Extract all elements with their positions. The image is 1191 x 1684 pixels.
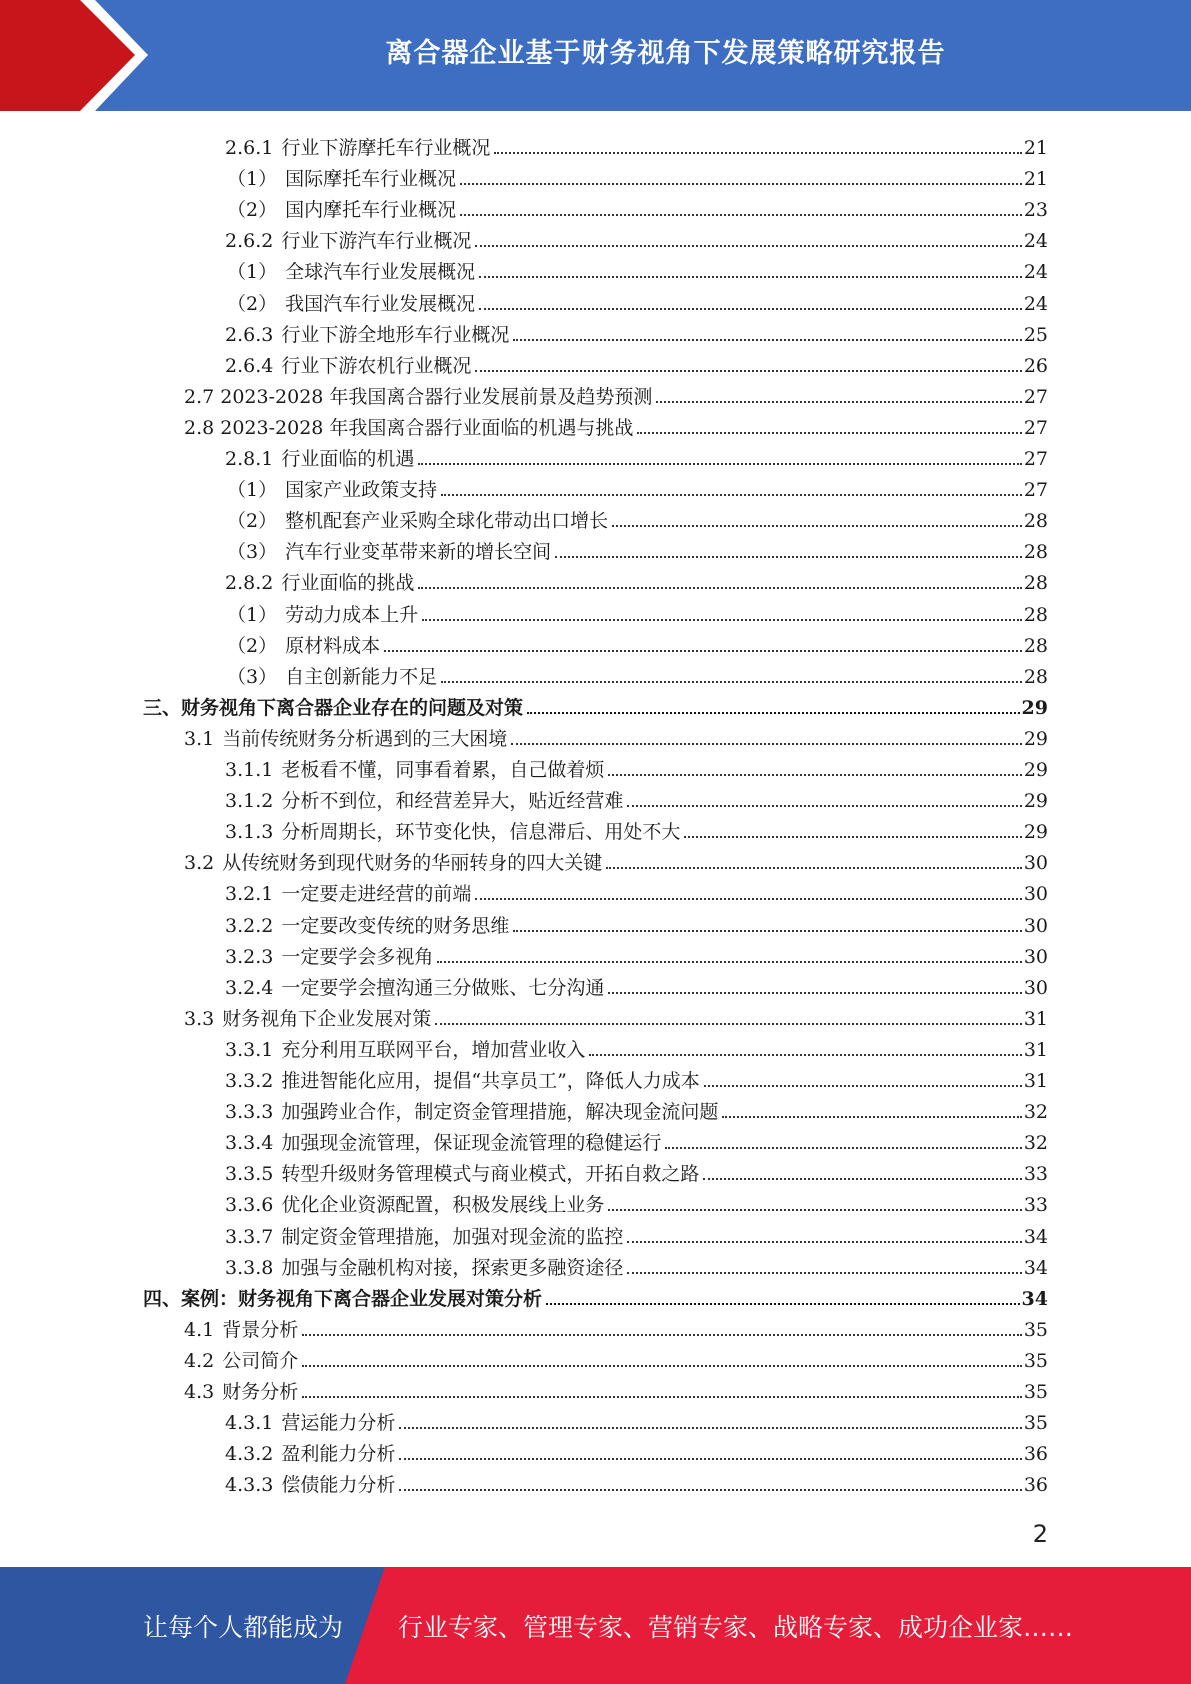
toc-entry-title: 一定要改变传统的财务思维 bbox=[281, 914, 510, 937]
toc-entry-page: 27 bbox=[1023, 385, 1048, 408]
toc-entry-number: 4.1 bbox=[184, 1318, 215, 1341]
footer-slogan-right: 行业专家、管理专家、营销专家、战略专家、成功企业家…… bbox=[398, 1612, 1074, 1642]
toc-dot-leader bbox=[555, 556, 1022, 558]
toc-entry-label bbox=[184, 417, 633, 439]
toc-entry-page: 24 bbox=[1023, 230, 1048, 253]
toc-entry-page: 35 bbox=[1023, 1381, 1048, 1403]
toc-entry[interactable] bbox=[225, 1248, 1048, 1279]
toc-dot-leader bbox=[722, 1116, 1021, 1118]
toc-entry-label bbox=[227, 541, 551, 563]
toc-entry-title: 三、财务视角下离合器企业存在的问题及对策 bbox=[143, 696, 524, 719]
toc-dot-leader bbox=[475, 898, 1021, 900]
toc-entry-page: 30 bbox=[1023, 976, 1048, 999]
toc-entry-number: （2） bbox=[227, 292, 278, 315]
toc-entry-title: 财务分析 bbox=[222, 1381, 299, 1403]
toc-entry-page: 31 bbox=[1023, 1038, 1048, 1061]
toc-entry-title: 行业下游农机行业概况 bbox=[281, 354, 472, 377]
toc-entry-number: 3.1.1 bbox=[225, 759, 274, 781]
toc-entry-label bbox=[225, 883, 471, 905]
toc-dot-leader bbox=[703, 1178, 1021, 1180]
toc-entry-label bbox=[225, 1194, 604, 1216]
toc-entry[interactable] bbox=[225, 906, 1048, 937]
toc-dot-leader bbox=[302, 1334, 1022, 1336]
toc-dot-leader bbox=[479, 276, 1022, 278]
toc-entry-number: （1） bbox=[227, 479, 278, 502]
toc-entry-label bbox=[227, 168, 456, 190]
toc-entry-title: 加强与金融机构对接，探索更多融资途径 bbox=[281, 1256, 624, 1279]
toc-entry[interactable] bbox=[227, 470, 1048, 501]
toc-entry-label bbox=[143, 697, 523, 719]
toc-entry[interactable] bbox=[184, 843, 1048, 874]
toc-entry-number: （2） bbox=[227, 510, 278, 533]
toc-entry[interactable] bbox=[227, 626, 1048, 657]
toc-entry-page: 29 bbox=[1023, 790, 1048, 813]
toc-entry-title: 财务视角下企业发展对策 bbox=[222, 1007, 432, 1030]
toc-entry-title: 汽车行业变革带来新的增长空间 bbox=[285, 541, 552, 564]
toc-entry-label bbox=[227, 635, 380, 657]
toc-entry-number: 2.6.1 bbox=[225, 137, 274, 159]
toc-dot-leader bbox=[422, 619, 1022, 621]
toc-dot-leader bbox=[637, 432, 1021, 434]
toc-entry-label bbox=[225, 1070, 700, 1092]
toc-entry[interactable] bbox=[225, 315, 1048, 346]
toc-dot-leader bbox=[435, 1023, 1022, 1025]
toc-entry-page: 33 bbox=[1023, 1163, 1048, 1186]
toc-entry[interactable] bbox=[225, 1154, 1048, 1185]
toc-entry-number: 2.6.4 bbox=[225, 354, 274, 377]
toc-entry-title: 我国汽车行业发展概况 bbox=[285, 292, 476, 315]
toc-entry-number: 3.1.2 bbox=[225, 790, 274, 813]
toc-entry-number: 3.1.3 bbox=[225, 821, 274, 844]
toc-entry-label bbox=[143, 1288, 542, 1310]
toc-entry-number: 3.3.2 bbox=[225, 1070, 274, 1092]
toc-entry[interactable] bbox=[143, 1279, 1048, 1310]
toc-entry-title: 劳动力成本上升 bbox=[285, 603, 419, 626]
toc-entry-number: 3.3.6 bbox=[225, 1194, 274, 1217]
toc-entry[interactable] bbox=[184, 719, 1048, 750]
toc-entry[interactable] bbox=[225, 439, 1048, 470]
toc-entry-title: 制定资金管理措施，加强对现金流的监控 bbox=[281, 1225, 624, 1248]
toc-entry[interactable] bbox=[184, 377, 1048, 408]
toc-entry-page: 29 bbox=[1023, 727, 1048, 750]
toc-dot-leader bbox=[475, 245, 1021, 247]
toc-dot-leader bbox=[589, 1054, 1021, 1056]
toc-entry-title: 优化企业资源配置，积极发展线上业务 bbox=[281, 1194, 605, 1217]
toc-entry-page: 25 bbox=[1023, 323, 1048, 346]
toc-entry-number: （3） bbox=[227, 541, 278, 564]
toc-entry-title: 分析周期长，环节变化快，信息滞后、用处不大 bbox=[281, 821, 681, 844]
toc-dot-leader bbox=[441, 494, 1022, 496]
toc-entry-label bbox=[225, 759, 604, 781]
toc-entry[interactable] bbox=[225, 750, 1048, 781]
toc-entry-label bbox=[225, 790, 623, 812]
toc-entry-number: 3.3.8 bbox=[225, 1256, 274, 1279]
toc-entry-page: 32 bbox=[1023, 1101, 1048, 1124]
toc-entry-number: 3.3.5 bbox=[225, 1163, 274, 1186]
toc-entry-title: 全球汽车行业发展概况 bbox=[285, 261, 476, 284]
toc-dot-leader bbox=[302, 1396, 1022, 1398]
toc-entry-page: 34 bbox=[1021, 1287, 1048, 1310]
toc-entry-page: 28 bbox=[1023, 603, 1048, 626]
toc-entry-number: 3.3 bbox=[184, 1007, 215, 1030]
toc-dot-leader bbox=[704, 1085, 1022, 1087]
toc-entry-page: 30 bbox=[1023, 914, 1048, 937]
toc-entry-page: 24 bbox=[1023, 261, 1048, 284]
toc-entry[interactable] bbox=[227, 190, 1048, 221]
toc-entry[interactable] bbox=[184, 1372, 1048, 1403]
toc-entry[interactable] bbox=[225, 221, 1048, 252]
toc-entry-title: 国际摩托车行业概况 bbox=[285, 168, 457, 191]
toc-entry-label bbox=[227, 604, 418, 626]
toc-entry[interactable] bbox=[227, 159, 1048, 190]
toc-entry-number: 3.3.1 bbox=[225, 1038, 274, 1061]
toc-dot-leader bbox=[494, 152, 1021, 154]
toc-entry-label bbox=[184, 386, 652, 408]
toc-entry[interactable] bbox=[225, 874, 1048, 905]
toc-entry-label bbox=[184, 1008, 431, 1030]
toc-entry-page: 27 bbox=[1023, 448, 1048, 470]
toc-entry-page: 29 bbox=[1023, 821, 1048, 844]
toc-entry-number: （1） bbox=[227, 261, 278, 284]
toc-dot-leader bbox=[608, 1209, 1021, 1211]
toc-entry-page: 28 bbox=[1023, 572, 1048, 595]
toc-entry[interactable] bbox=[143, 688, 1048, 719]
toc-dot-leader bbox=[513, 339, 1021, 341]
toc-dot-leader bbox=[656, 401, 1021, 403]
toc-entry[interactable] bbox=[184, 1310, 1048, 1341]
toc-entry[interactable] bbox=[225, 346, 1048, 377]
toc-dot-leader bbox=[627, 1241, 1021, 1243]
toc-entry-label bbox=[225, 324, 509, 346]
toc-entry-label bbox=[227, 261, 475, 283]
toc-entry-title: 加强现金流管理，保证现金流管理的稳健运行 bbox=[281, 1132, 662, 1155]
toc-entry-title: 整机配套产业采购全球化带动出口增长 bbox=[285, 510, 609, 533]
toc-entry-label bbox=[225, 1101, 718, 1123]
toc-entry-page: 31 bbox=[1023, 1007, 1048, 1030]
toc-entry-label bbox=[227, 510, 608, 532]
toc-entry-title: 行业下游汽车行业概况 bbox=[281, 230, 472, 253]
toc-entry-label bbox=[225, 448, 414, 470]
toc-entry-label bbox=[225, 1474, 395, 1496]
toc-entry-number: 3.3.4 bbox=[225, 1132, 274, 1155]
toc-entry-title: 一定要学会擅沟通三分做账、七分沟通 bbox=[281, 976, 605, 999]
toc-entry-title: 2.7 2023-2028 年我国离合器行业发展前景及趋势预测 bbox=[184, 385, 653, 408]
toc-dot-leader bbox=[475, 370, 1021, 372]
toc-entry-number: （1） bbox=[227, 168, 278, 191]
page-number: 2 bbox=[1032, 1520, 1048, 1548]
toc-entry-label bbox=[184, 1319, 298, 1341]
toc-entry-number: （2） bbox=[227, 199, 278, 222]
toc-entry[interactable] bbox=[227, 284, 1048, 315]
toc-entry[interactable] bbox=[184, 999, 1048, 1030]
toc-entry-title: 营运能力分析 bbox=[281, 1412, 396, 1435]
toc-dot-leader bbox=[399, 1458, 1021, 1460]
toc-dot-leader bbox=[511, 743, 1022, 745]
toc-entry-page: 30 bbox=[1023, 883, 1048, 906]
toc-entry[interactable] bbox=[227, 657, 1048, 688]
toc-dot-leader bbox=[606, 867, 1022, 869]
toc-entry-number: 4.2 bbox=[184, 1349, 215, 1372]
toc-dot-leader bbox=[384, 650, 1022, 652]
toc-entry[interactable] bbox=[225, 1185, 1048, 1216]
toc-dot-leader bbox=[479, 308, 1022, 310]
toc-entry-number: 3.2 bbox=[184, 852, 215, 875]
toc-entry-label bbox=[225, 572, 414, 594]
toc-entry-page: 36 bbox=[1023, 1443, 1048, 1466]
toc-entry-label bbox=[227, 479, 437, 501]
toc-entry-title: 2.8 2023-2028 年我国离合器行业面临的机遇与挑战 bbox=[184, 416, 634, 439]
document-title: 离合器企业基于财务视角下发展策略研究报告 bbox=[385, 37, 946, 69]
toc-entry-title: 四、案例：财务视角下离合器企业发展对策分析 bbox=[143, 1287, 543, 1310]
toc-entry-page: 35 bbox=[1023, 1318, 1048, 1341]
toc-entry-number: （2） bbox=[227, 634, 278, 657]
toc-entry-title: 老板看不懂，同事看着累，自己做着烦 bbox=[281, 759, 605, 781]
toc-entry[interactable] bbox=[225, 128, 1048, 159]
toc-dot-leader bbox=[418, 463, 1021, 465]
toc-entry-title: 行业面临的机遇 bbox=[281, 448, 415, 470]
toc-entry-page: 27 bbox=[1023, 479, 1048, 502]
toc-dot-leader bbox=[418, 587, 1021, 589]
toc-entry[interactable] bbox=[225, 1030, 1048, 1061]
toc-entry[interactable] bbox=[225, 1123, 1048, 1154]
toc-entry-number: 4.3.1 bbox=[225, 1412, 274, 1435]
toc-entry-number: 4.3 bbox=[184, 1381, 215, 1403]
toc-entry-title: 背景分析 bbox=[222, 1318, 299, 1341]
toc-entry-label bbox=[225, 1163, 699, 1185]
toc-entry-number: 3.3.7 bbox=[225, 1225, 274, 1248]
toc-dot-leader bbox=[460, 214, 1022, 216]
toc-entry-page: 23 bbox=[1023, 199, 1048, 222]
toc-entry-page: 34 bbox=[1023, 1256, 1048, 1279]
toc-entry-number: 4.3.3 bbox=[225, 1474, 274, 1497]
toc-entry-title: 充分利用互联网平台，增加营业收入 bbox=[281, 1038, 586, 1061]
toc-entry-label bbox=[225, 1257, 623, 1279]
toc-entry-label bbox=[184, 1381, 298, 1403]
toc-entry-number: 2.8.1 bbox=[225, 448, 274, 470]
toc-entry-page: 27 bbox=[1023, 416, 1048, 439]
toc-entry[interactable] bbox=[227, 532, 1048, 563]
toc-entry[interactable] bbox=[184, 1341, 1048, 1372]
toc-entry-page: 35 bbox=[1023, 1412, 1048, 1435]
toc-dot-leader bbox=[665, 1147, 1021, 1149]
toc-entry[interactable] bbox=[225, 1217, 1048, 1248]
toc-entry-label bbox=[225, 1443, 395, 1465]
toc-entry-page: 32 bbox=[1023, 1132, 1048, 1155]
toc-entry-page: 35 bbox=[1023, 1349, 1048, 1372]
toc-entry-page: 28 bbox=[1023, 510, 1048, 533]
toc-dot-leader bbox=[399, 1427, 1021, 1429]
toc-entry-page: 28 bbox=[1023, 541, 1048, 564]
toc-entry-page: 30 bbox=[1023, 852, 1048, 875]
toc-entry-label bbox=[225, 1412, 395, 1434]
toc-entry-label bbox=[225, 915, 509, 937]
toc-dot-leader bbox=[627, 1272, 1021, 1274]
toc-entry[interactable] bbox=[225, 1465, 1048, 1496]
toc-entry[interactable] bbox=[225, 563, 1048, 594]
toc-entry-title: 行业下游摩托车行业概况 bbox=[281, 137, 491, 159]
toc-entry[interactable] bbox=[227, 501, 1048, 532]
toc-dot-leader bbox=[546, 1303, 1020, 1305]
toc-dot-leader bbox=[608, 992, 1021, 994]
toc-entry-page: 28 bbox=[1023, 634, 1048, 657]
toc-entry-number: 3.2.1 bbox=[225, 883, 274, 906]
toc-entry-title: 原材料成本 bbox=[285, 634, 381, 657]
toc-entry-label bbox=[225, 230, 471, 252]
toc-entry-page: 36 bbox=[1023, 1474, 1048, 1497]
toc-entry-page: 21 bbox=[1023, 168, 1048, 191]
toc-entry-page: 24 bbox=[1023, 292, 1048, 315]
toc-entry-label bbox=[225, 1226, 623, 1248]
toc-entry-number: 2.8.2 bbox=[225, 572, 274, 595]
toc-entry-title: 国家产业政策支持 bbox=[285, 479, 438, 502]
toc-entry-page: 28 bbox=[1023, 665, 1048, 688]
toc-dot-leader bbox=[513, 930, 1021, 932]
toc-entry-title: 盈利能力分析 bbox=[281, 1443, 396, 1466]
toc-entry[interactable] bbox=[225, 937, 1048, 968]
toc-entry[interactable] bbox=[227, 252, 1048, 283]
toc-entry[interactable] bbox=[227, 595, 1048, 626]
toc-entry-page: 33 bbox=[1023, 1194, 1048, 1217]
toc-entry-number: 3.1 bbox=[184, 727, 215, 750]
toc-entry-title: 一定要学会多视角 bbox=[281, 945, 434, 968]
toc-dot-leader bbox=[684, 836, 1021, 838]
toc-entry-number: 3.3.3 bbox=[225, 1101, 274, 1124]
toc-entry-title: 从传统财务到现代财务的华丽转身的四大关键 bbox=[222, 852, 603, 875]
toc-entry-label bbox=[227, 666, 437, 688]
toc-entry-title: 国内摩托车行业概况 bbox=[285, 199, 457, 222]
toc-entry-page: 21 bbox=[1023, 137, 1048, 159]
toc-entry-number: 2.6.2 bbox=[225, 230, 274, 253]
toc-entry-title: 公司简介 bbox=[222, 1349, 299, 1372]
toc-entry-label bbox=[225, 946, 433, 968]
toc-entry-page: 29 bbox=[1021, 696, 1048, 719]
toc-entry-label bbox=[227, 293, 475, 315]
toc-dot-leader bbox=[627, 805, 1021, 807]
toc-entry-title: 自主创新能力不足 bbox=[285, 665, 438, 688]
toc-entry-label bbox=[184, 728, 507, 750]
toc-dot-leader bbox=[460, 183, 1022, 185]
toc-dot-leader bbox=[608, 774, 1021, 776]
toc-dot-leader bbox=[612, 525, 1022, 527]
toc-entry[interactable] bbox=[225, 812, 1048, 843]
toc-entry-title: 行业下游全地形车行业概况 bbox=[281, 323, 510, 346]
toc-entry-label bbox=[184, 1350, 298, 1372]
toc-entry[interactable] bbox=[225, 968, 1048, 999]
toc-entry-label bbox=[225, 1132, 661, 1154]
toc-entry[interactable] bbox=[225, 1403, 1048, 1434]
toc-entry-page: 34 bbox=[1023, 1225, 1048, 1248]
footer-slogan-left: 让每个人都能成为 bbox=[143, 1612, 344, 1642]
toc-entry-label bbox=[225, 1039, 585, 1061]
toc-entry[interactable] bbox=[184, 408, 1048, 439]
toc-dot-leader bbox=[437, 961, 1021, 963]
toc-entry-title: 分析不到位，和经营差异大，贴近经营难 bbox=[281, 790, 624, 813]
toc-entry-number: 4.3.2 bbox=[225, 1443, 274, 1466]
toc-dot-leader bbox=[441, 681, 1022, 683]
toc-entry-label bbox=[184, 852, 602, 874]
toc-entry-title: 推进智能化应用，提倡“共享员工”，降低人力成本 bbox=[281, 1070, 700, 1092]
toc-entry-label bbox=[225, 355, 471, 377]
toc-entry-title: 转型升级财务管理模式与商业模式，开拓自救之路 bbox=[281, 1163, 700, 1186]
toc-entry-page: 31 bbox=[1023, 1070, 1048, 1092]
toc-entry-title: 一定要走进经营的前端 bbox=[281, 883, 472, 906]
toc-dot-leader bbox=[302, 1365, 1022, 1367]
toc-entry-label bbox=[225, 821, 680, 843]
toc-entry-number: 3.2.3 bbox=[225, 945, 274, 968]
toc-entry-title: 当前传统财务分析遇到的三大困境 bbox=[222, 727, 508, 750]
toc-entry-number: （1） bbox=[227, 603, 278, 626]
toc-entry-label bbox=[225, 137, 490, 159]
toc-entry-title: 偿债能力分析 bbox=[281, 1474, 396, 1497]
toc-entry[interactable] bbox=[225, 1434, 1048, 1465]
toc-entry[interactable] bbox=[225, 1092, 1048, 1123]
toc-entry-page: 29 bbox=[1023, 759, 1048, 781]
toc-entry-title: 行业面临的挑战 bbox=[281, 572, 415, 595]
toc-entry-page: 30 bbox=[1023, 945, 1048, 968]
page-header bbox=[0, 0, 1191, 111]
toc-entry-label bbox=[225, 977, 604, 999]
toc-entry-title: 加强跨业合作，制定资金管理措施，解决现金流问题 bbox=[281, 1101, 719, 1124]
toc-dot-leader bbox=[527, 712, 1020, 714]
toc-dot-leader bbox=[399, 1489, 1021, 1491]
page-footer bbox=[0, 1567, 1191, 1684]
toc-entry-number: 2.6.3 bbox=[225, 323, 274, 346]
toc-entry-label bbox=[227, 199, 456, 221]
toc-entry-number: （3） bbox=[227, 665, 278, 688]
toc-entry-number: 3.2.4 bbox=[225, 976, 274, 999]
toc-entry-number: 3.2.2 bbox=[225, 914, 274, 937]
toc-entry[interactable] bbox=[225, 1061, 1048, 1092]
toc-entry-page: 26 bbox=[1023, 354, 1048, 377]
toc-entry[interactable] bbox=[225, 781, 1048, 812]
